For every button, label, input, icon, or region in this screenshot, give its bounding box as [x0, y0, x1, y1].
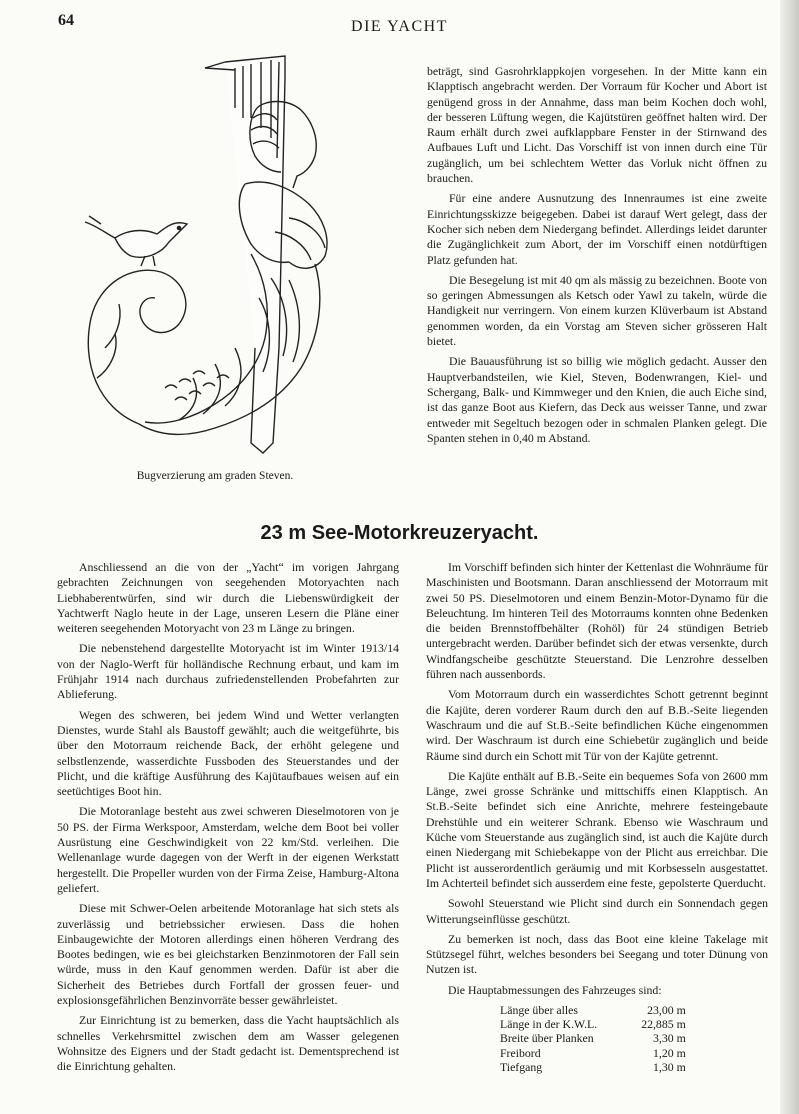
- table-row: [496, 1031, 690, 1045]
- running-head: DIE YACHT: [351, 18, 448, 35]
- dimension-label: Breite über Planken: [500, 1031, 594, 1046]
- table-row: [496, 1060, 690, 1074]
- paragraph: Zu bemerken ist noch, dass das Boot eine kleine Takelage mit Stützsegel führt, welches besonders bei Seegang und toter Dünung von Nutzen ist.: [426, 931, 768, 977]
- article-left-column: [57, 560, 399, 1080]
- table-row: [496, 1046, 690, 1060]
- dimension-value: 3,30 m: [652, 1031, 686, 1046]
- paragraph: Zur Einrichtung ist zu bemerken, dass die Yacht hauptsächlich als schnelles Verkehrsmittel zwischen dem am Wasser gelegenen Wohnsitze des Eigners und der Stadt gedacht ist. Dementsprechend ist die Einrichtung gehalten.: [57, 1013, 399, 1074]
- paragraph: Vom Motorraum durch ein wasserdichtes Schott getrennt beginnt die Kajüte, deren vorderer Raum durch den auf B.B.-Seite liegenden Waschraum und die auf St.B.-Seite befindlichen Küche eingenommen wird. Der Waschraum ist durch eine Schiebetür zugänglich und beide Räume sind durch ein Schott mit Tür von der Kajüte getrennt.: [426, 687, 768, 763]
- paragraph: Die Bauausführung ist so billig wie möglich gedacht. Ausser den Hauptverbandsteilen, wie Kiel, Steven, Bodenwrangen, Kiel- und Schergang, Balk- und Kimmweger und den Knien, die auch Eiche sind, ist das ganze Boot aus Kiefern, das Deck aus weisser Tanne, und zwar entweder mit Segeltuch bezogen oder in schmalen Planken gelegt. Die Spanten stehen in 0,40 m Abstand.: [427, 354, 767, 445]
- scan-edge-shadow: [780, 0, 799, 1114]
- paragraph: Diese mit Schwer-Oelen arbeitende Motoranlage hat sich stets als zuverlässig und betriebssicher erwiesen. Dass die hohen Einbaugewichte der Motoren allerdings einen höheren Verdrang des Bootes bedingen, wie es bei gleichstarken Benzinmotoren der Fall sein würde, muss in den Kauf genommen werden. Dafür ist aber die Sicherheit des Betriebes durch Fortfall der grossen feuer- und explosionsgefährlichen Benzinvorräte besser gewährleistet.: [57, 901, 399, 1008]
- figurehead-illustration: [75, 48, 365, 460]
- article-title: 23 m See-Motorkreuzeryacht.: [260, 522, 539, 544]
- paragraph: Im Vorschiff befinden sich hinter der Kettenlast die Wohnräume für Maschinisten und Bootsmann. Daran anschliessend der Motorraum mit zwei 50 PS. Dieselmotoren und einem Benzin-Motor-Dynamo für die Beleuchtung. Im hinteren Teil des Motorraums konnten ohne Bedenken die beiden Brennstoffbehälter (Rohöl) für 24 stündigen Betrieb untergebracht werden. Darüber befindet sich der etwas versenkte, durch Windfangscheibe geschützte Steuerstand. Die Lenzrohre desselben führen nach aussenbords.: [426, 560, 768, 682]
- table-row: [496, 1017, 690, 1031]
- paragraph: Sowohl Steuerstand wie Plicht sind durch ein Sonnendach gegen Witterungseinflüsse geschützt.: [426, 896, 768, 926]
- dimension-label: Tiefgang: [500, 1059, 543, 1074]
- dimension-label: Freibord: [500, 1045, 541, 1060]
- illustration-caption: Bugverzierung am graden Steven.: [136, 470, 294, 482]
- page-number: 64: [58, 12, 74, 29]
- paragraph: Die nebenstehend dargestellte Motoryacht ist im Winter 1913/14 von der Naglo-Werft für holländische Rechnung erbaut, und kam im Frühjahr 1914 nach durchaus zufriedenstellenden Probefahrten zur Ablieferung.: [57, 641, 399, 702]
- dimension-value: 23,00 m: [647, 1003, 686, 1018]
- paragraph: Die Besegelung ist mit 40 qm als mässig zu bezeichnen. Boote von so geringen Abmessungen als Ketsch oder Yawl zu takeln, würde die Handigkeit nur verringern. Von einem kurzen Klüverbaum ist Abstand genommen worden, da ein Vorstag am Steven sicher grösseren Halt bietet.: [427, 272, 767, 349]
- dimensions-table: [496, 1003, 690, 1074]
- paragraph: Anschliessend an die von der „Yacht“ im vorigen Jahrgang gebrachten Zeichnungen von seegehenden Motoryachten nach Liebhaberentwürfen, sind wir durch die Liebenswürdigkeit der Yachtwerft Naglo heute in der Lage, unseren Lesern die Pläne einer weiteren seegehenden Motoryacht von 23 m Länge zu bringen.: [57, 560, 399, 636]
- paragraph: Für eine andere Ausnutzung des Innenraumes ist eine zweite Einrichtungsskizze beigegeben. Dabei ist darauf Wert gelegt, dass der Kocher sich neben dem Niedergang befindet. Allerdings leidet darunter die Zugänglichkeit zum Abort, der im Vorschiff einen notdürftigen Platz gefunden hat.: [427, 191, 767, 267]
- dimension-value: 1,20 m: [652, 1045, 686, 1060]
- dimension-label: Länge über alles: [500, 1003, 578, 1018]
- article-right-column: [426, 560, 768, 1074]
- table-row: [496, 1003, 690, 1017]
- paragraph: Die Motoranlage besteht aus zwei schweren Dieselmotoren von je 50 PS. der Firma Werkspoor, Amsterdam, welche dem Boot bei voller Ausrüstung eine Geschwindigkeit von 22 km/Std. verleihen. Die Wellenanlage wurde dagegen von der Werft in der eigenen Werkstatt hergestellt. Die Propeller wurden von der Firma Zeise, Hamburg-Altona geliefert.: [57, 804, 399, 895]
- dimension-value: 1,30 m: [652, 1059, 686, 1074]
- dimensions-heading: Die Hauptabmessungen des Fahrzeuges sind:: [448, 982, 662, 997]
- dimension-label: Länge in der K.W.L.: [500, 1017, 598, 1032]
- paragraph: beträgt, sind Gasrohrklappkojen vorgesehen. In der Mitte kann ein Klapptisch angebracht werden. Der Vorraum für Kocher und Abort ist genügend gross in der Annahme, dass man beim Kochen doch wohl, der besseren Lüftung wegen, die Kajütstüren geöffnet halten wird. Der Raum erhält durch zwei aufklappbare Fenster in der Stirnwand des Aufbaues Luft und Licht. Das Vorschiff ist von innen durch eine Tür zugänglich, um bei schlechtem Wetter das Vorluk nicht öffnen zu brauchen.: [427, 64, 767, 186]
- paragraph: Die Kajüte enthält auf B.B.-Seite ein bequemes Sofa von 2600 mm Länge, zwei grosse Schränke und mittschiffs einen Klapptisch. An St.B.-Seite befindet sich eine Anrichte, mehrere festeingebaute Drehstühle und ein weiterer Schrank. Ebenso wie Waschraum und Küche vom Steuerstande aus zugänglich sind, ist auch die Kajüte durch einen Niedergang mit Schiebekappe von der Plicht aus erreichbar. Die Plicht ist ausserordentlich geräumig und mit Korbsesseln ausgestattet. Im Achterteil befindet sich ausserdem eine feste, gepolsterte Querducht.: [426, 768, 768, 890]
- dimension-value: 22,885 m: [641, 1017, 686, 1032]
- paragraph: Wegen des schweren, bei jedem Wind und Wetter verlangten Dienstes, wurde Stahl als Baustoff gewählt; auch die weitgeführte, bis über den Motorraum reichende Back, der erhöht gelegene und selbstlenzende, wasserdichte Fussboden des Steuerstandes und der Plicht, und die kräftige Ausführung des Kajütaufbaues weisen auf ein seetüchtiges Boot hin.: [57, 707, 399, 799]
- previous-article-continuation: [427, 64, 767, 451]
